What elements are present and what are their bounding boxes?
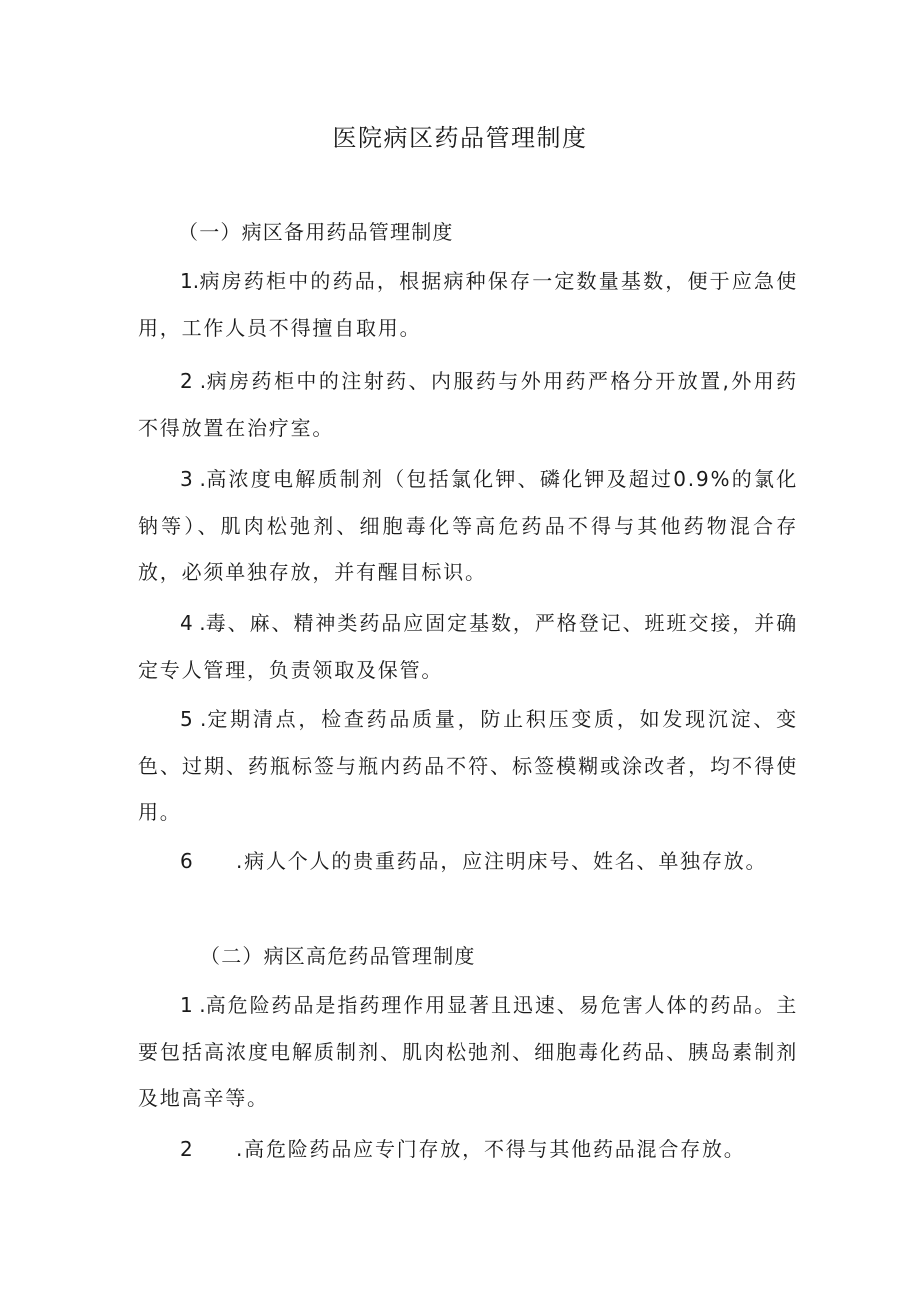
item-text: 定期清点，检查药品质量，防止积压变质，如发现沉淀、变色、过期、药瓶标签与瓶内药品不符、标签模糊或涂改者，均不得使用。 [138,707,798,824]
section-2-item-1 [138,982,798,1122]
section-1-item-5 [138,696,798,836]
item-number: 6 [180,849,193,873]
document-title: 医院病区药品管理制度 [332,124,588,152]
item-number: 5 . [180,707,207,731]
item-number: 1 . [180,993,206,1017]
section-2-heading: （二）病区高危药品管理制度 [200,944,476,968]
section-1-item-1 [138,258,798,351]
item-text: 病房药柜中的注射药、内服药与外用药严格分开放置,外用药不得放置在治疗室。 [138,369,798,440]
section-1-item-4 [138,600,798,693]
item-text: 毒、麻、精神类药品应固定基数，严格登记、班班交接，并确定专人管理，负责领取及保管。 [138,611,798,682]
item-number: 4 . [180,611,206,635]
section-2-item-2 [138,1126,798,1173]
section-1-item-6 [138,838,778,885]
item-number: 3 . [180,467,206,491]
section-1-item-2 [138,358,798,451]
item-number: 1. [180,269,200,293]
item-text: .病人个人的贵重药品，应注明床号、姓名、单独存放。 [236,849,768,873]
item-text: 高危险药品是指药理作用显著且迅速、易危害人体的药品。主要包括高浓度电解质制剂、肌肉松弛剂、细胞毒化药品、胰岛素制剂及地高辛等。 [138,993,798,1110]
item-text: 病房药柜中的药品，根据病种保存一定数量基数，便于应急使用，工作人员不得擅自取用。 [138,269,798,340]
item-text: 高浓度电解质制剂（包括氯化钾、磷化钾及超过0.9%的氯化钠等）、肌肉松弛剂、细胞毒化等高危药品不得与其他药物混合存放，必须单独存放，并有醒目标识。 [138,467,798,584]
item-number: 2 . [180,369,207,393]
section-1-heading: （一）病区备用药品管理制度 [178,220,454,244]
item-number: 2 [180,1137,193,1161]
item-text: .高危险药品应专门存放，不得与其他药品混合存放。 [236,1137,746,1161]
section-1-item-3 [138,456,798,596]
